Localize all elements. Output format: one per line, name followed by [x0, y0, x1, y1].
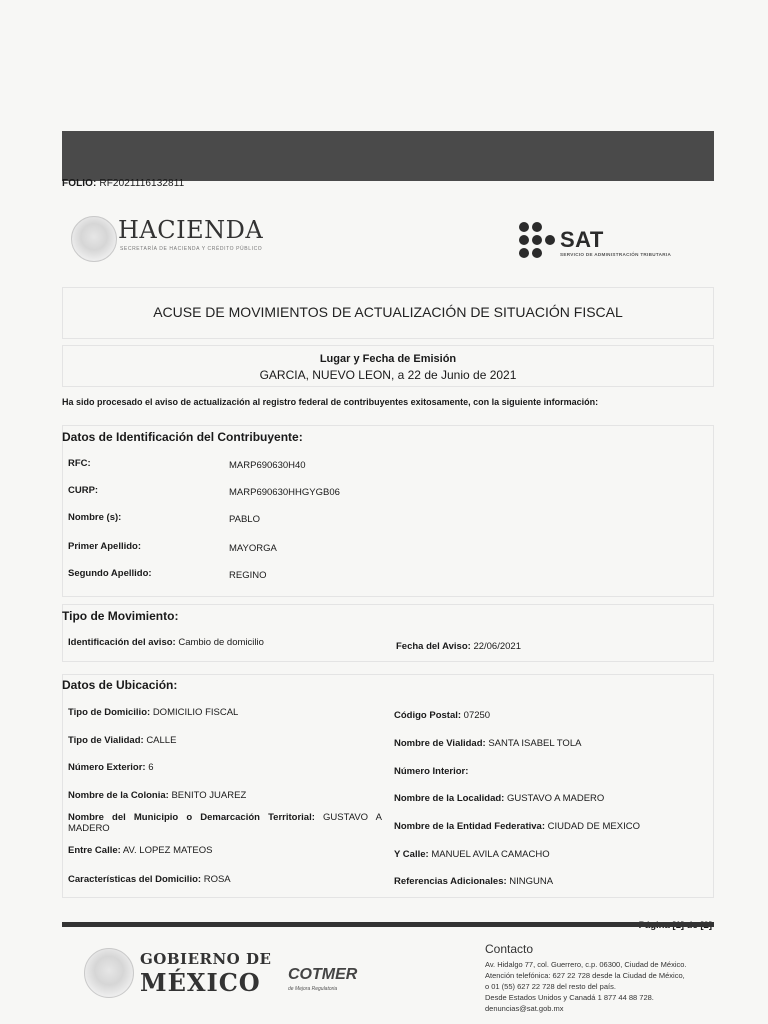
gobierno-logo-line2: MÉXICO — [140, 968, 261, 997]
referencias-value: NINGUNA — [509, 876, 554, 887]
contacto-address: Av. Hidalgo 77, col. Guerrero, c.p. 06300, Ciudad de México. — [485, 960, 687, 969]
nombre-vialidad-value: SANTA ISABEL TOLA — [488, 738, 582, 749]
numero-interior — [394, 766, 468, 777]
contribuyente-box — [62, 425, 714, 597]
localidad-value: GUSTAVO A MADERO — [506, 793, 605, 804]
y-calle-label: Y Calle: — [394, 849, 429, 860]
nombre-vialidad — [394, 738, 581, 749]
hacienda-logo-title: HACIENDA — [118, 216, 264, 244]
emission-value: GARCIA, NUEVO LEON, a 22 de Junio de 2021 — [259, 368, 517, 382]
municipio — [68, 812, 382, 834]
footer-divider — [62, 922, 714, 927]
codigo-postal — [394, 710, 490, 721]
tipo-vialidad-label: Tipo de Vialidad: — [68, 735, 144, 746]
entidad-federativa-label: Nombre de la Entidad Federativa: — [394, 821, 545, 832]
curp-value: MARP690630HHGYGB06 — [229, 487, 340, 498]
numero-interior-label: Número Interior: — [394, 766, 469, 777]
folio-value: RF2021116132811 — [99, 178, 185, 189]
caracteristicas — [68, 874, 231, 885]
document-title: ACUSE DE MOVIMIENTOS DE ACTUALIZACIÓN DE SITUACIÓN FISCAL — [153, 304, 623, 320]
entidad-federativa-value: CIUDAD DE MEXICO — [547, 821, 640, 832]
codigo-postal-label: Código Postal: — [394, 710, 462, 721]
numero-exterior-label: Número Exterior: — [68, 762, 146, 773]
intro-text: Ha sido procesado el aviso de actualización al registro federal de contribuyentes exitosamente, con la siguiente información: — [62, 397, 599, 407]
sat-logo-subtitle: SERVICIO DE ADMINISTRACIÓN TRIBUTARIA — [560, 252, 672, 257]
contacto-title: Contacto — [485, 942, 534, 956]
entre-calle-label: Entre Calle: — [68, 845, 121, 856]
fecha-aviso-value: 22/06/2021 — [473, 641, 521, 652]
primer-apellido-label: Primer Apellido: — [68, 541, 142, 552]
curp-label: CURP: — [68, 485, 99, 496]
contacto-phone-usa: Desde Estados Unidos y Canadá 1 877 44 88 728. — [485, 993, 654, 1002]
folio — [62, 178, 184, 189]
y-calle — [394, 849, 550, 860]
tipo-vialidad — [68, 735, 176, 746]
localidad-label: Nombre de la Localidad: — [394, 793, 505, 804]
folio-label: FOLIO: — [62, 178, 97, 189]
colonia — [68, 790, 246, 801]
segundo-apellido-value: REGINO — [229, 570, 267, 581]
sat-logo-title: SAT — [560, 227, 604, 252]
movimiento-title: Tipo de Movimiento: — [62, 609, 179, 623]
cotmer-logo: COTMER — [288, 966, 358, 983]
caracteristicas-value: ROSA — [203, 874, 231, 885]
fecha-aviso-label: Fecha del Aviso: — [396, 641, 471, 652]
sat-dots-icon — [519, 222, 555, 258]
numero-exterior — [68, 762, 154, 773]
y-calle-value: MANUEL AVILA CAMACHO — [431, 849, 550, 860]
aviso-value: Cambio de domicilio — [178, 637, 264, 648]
nombre-value: PABLO — [229, 514, 260, 525]
rfc-value: MARP690630H40 — [229, 460, 306, 471]
caracteristicas-label: Características del Domicilio: — [68, 874, 202, 885]
cotmer-subtitle: de Mejora Regulatoria — [288, 986, 338, 992]
colonia-value: BENITO JUAREZ — [171, 790, 247, 801]
aviso-identificacion — [68, 637, 264, 648]
nombre-vialidad-label: Nombre de Vialidad: — [394, 738, 486, 749]
header-bar — [62, 131, 714, 181]
codigo-postal-value: 07250 — [463, 710, 491, 721]
hacienda-seal-icon — [71, 216, 117, 262]
municipio-label: Nombre del Municipio o Demarcación Territorial: — [68, 812, 315, 823]
entre-calle-value: AV. LOPEZ MATEOS — [122, 845, 213, 856]
colonia-label: Nombre de la Colonia: — [68, 790, 169, 801]
emission-label: Lugar y Fecha de Emisión — [319, 353, 457, 365]
fecha-aviso — [396, 641, 521, 652]
contacto-email[interactable]: denuncias@sat.gob.mx — [485, 1004, 564, 1013]
contacto-phone-cdmx: Atención telefónica: 627 22 728 desde la Ciudad de México, — [485, 971, 685, 980]
rfc-label: RFC: — [68, 458, 91, 469]
localidad — [394, 793, 604, 804]
primer-apellido-value: MAYORGA — [229, 543, 277, 554]
municipio-value: GUSTAVO A MADERO — [68, 812, 382, 834]
entre-calle — [68, 845, 213, 856]
referencias — [394, 876, 553, 887]
gobierno-logo-line1: GOBIERNO DE — [140, 950, 272, 968]
contribuyente-title: Datos de Identificación del Contribuyente: — [62, 430, 303, 444]
contacto-phone-pais: o 01 (55) 627 22 728 del resto del país. — [485, 982, 616, 991]
segundo-apellido-label: Segundo Apellido: — [68, 568, 152, 579]
ubicacion-title: Datos de Ubicación: — [62, 678, 178, 692]
hacienda-logo-subtitle: SECRETARÍA DE HACIENDA Y CRÉDITO PÚBLICO — [120, 246, 263, 252]
tipo-vialidad-value: CALLE — [146, 735, 177, 746]
numero-exterior-value: 6 — [148, 762, 154, 773]
aviso-label: Identificación del aviso: — [68, 637, 176, 648]
nombre-label: Nombre (s): — [68, 512, 122, 523]
tipo-domicilio-value: DOMICILIO FISCAL — [152, 707, 239, 718]
gobierno-seal-icon — [84, 948, 134, 998]
tipo-domicilio-label: Tipo de Domicilio: — [68, 707, 151, 718]
entidad-federativa — [394, 821, 640, 832]
tipo-domicilio — [68, 707, 238, 718]
referencias-label: Referencias Adicionales: — [394, 876, 507, 887]
